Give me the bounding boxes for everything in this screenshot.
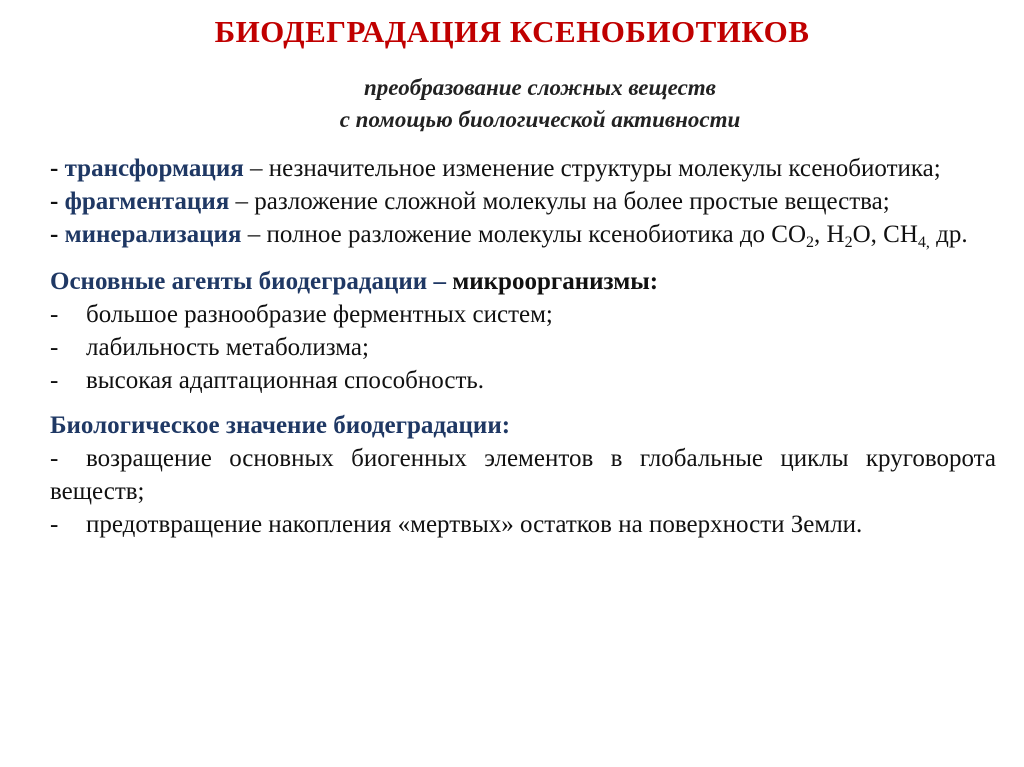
subscript: 4,: [917, 234, 930, 251]
agents-item-text: большое разнообразие ферментных систем;: [86, 301, 553, 328]
bullet: -: [50, 511, 59, 538]
significance-item: [50, 442, 996, 508]
process-description: др.: [929, 221, 968, 248]
process-dash: -: [50, 155, 65, 182]
process-description: – незначительное изменение структуры молекулы ксенобиотика;: [243, 155, 941, 182]
process-term: минерализация: [64, 221, 242, 248]
process-description: O, CH: [852, 221, 918, 248]
significance-item: [50, 508, 996, 541]
process-transformation: [50, 152, 996, 185]
bullet: -: [50, 367, 59, 394]
agents-item-text: лабильность метаболизма;: [86, 334, 369, 361]
process-term: фрагментация: [64, 188, 230, 215]
slide-body: [50, 152, 996, 541]
agents-item-text: высокая адаптационная способность.: [86, 367, 485, 394]
subtitle-line-2: с помощью биологической активности: [339, 107, 741, 132]
slide-subtitle: [200, 72, 880, 136]
process-mineralization: [50, 218, 996, 251]
agents-item: [50, 331, 996, 364]
process-description: – полное разложение молекулы ксенобиотика до CO: [241, 221, 807, 248]
subtitle-line-1: преобразование сложных веществ: [364, 75, 716, 100]
process-term: трансформация: [64, 155, 244, 182]
subscript: 2: [806, 234, 815, 251]
process-description: – разложение сложной молекулы на более простые вещества;: [229, 188, 890, 215]
process-dash: -: [50, 188, 65, 215]
agents-heading-text: Основные агенты биодеградации –: [50, 268, 453, 295]
agents-item: [50, 298, 996, 331]
significance-item-text: возращение основных биогенных элементов в глобальные циклы круговорота веществ;: [50, 445, 996, 505]
process-description: , H: [814, 221, 845, 248]
agents-heading-bold: микроорганизмы:: [452, 268, 659, 295]
subscript: 2: [844, 234, 853, 251]
agents-item: [50, 364, 996, 397]
bullet: -: [50, 445, 59, 472]
bullet: -: [50, 301, 59, 328]
process-fragmentation: [50, 185, 996, 218]
agents-heading: [50, 265, 996, 298]
significance-heading: Биологическое значение биодеградации:: [50, 412, 511, 439]
bullet: -: [50, 334, 59, 361]
process-dash: -: [50, 221, 65, 248]
slide-title: БИОДЕГРАДАЦИЯ КСЕНОБИОТИКОВ: [214, 14, 810, 49]
significance-item-text: предотвращение накопления «мертвых» остатков на поверхности Земли.: [86, 511, 863, 538]
